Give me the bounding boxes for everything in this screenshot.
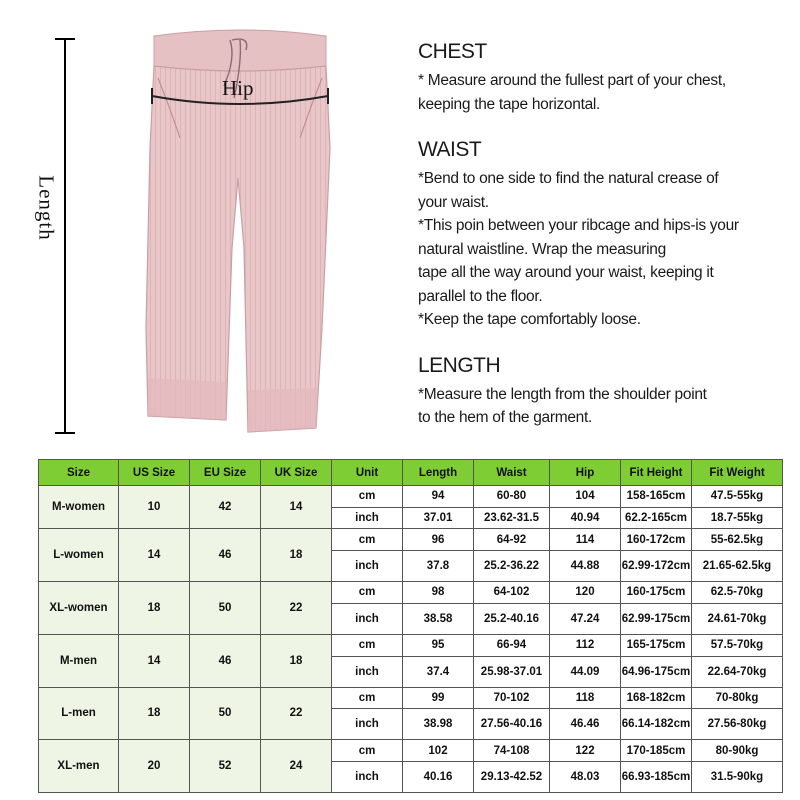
length-cell: 38.98 [403,709,474,740]
fit-weight-cell: 22.64-70kg [692,656,783,687]
us-size-cell: 14 [119,634,190,687]
size-cell: M-men [39,634,119,687]
waist-cell: 70-102 [474,687,550,709]
section-title: WAIST [418,138,482,161]
waist-cell: 64-92 [474,529,550,551]
column-header: Hip [550,460,621,486]
fit-weight-cell: 21.65-62.5kg [692,551,783,582]
length-cell: 99 [403,687,474,709]
unit-cell: inch [332,656,403,687]
uk-size-cell: 18 [261,634,332,687]
fit-weight-cell: 31.5-90kg [692,761,783,792]
hip-cell: 48.03 [550,761,621,792]
waist-section [418,138,790,332]
hip-cell: 44.88 [550,551,621,582]
hip-cell: 47.24 [550,603,621,634]
waist-cell: 74-108 [474,740,550,762]
instruction-line: keeping the tape horizontal. [418,95,601,113]
fit-weight-cell: 62.5-70kg [692,582,783,604]
fit-height-cell: 160-175cm [621,582,692,604]
length-section [418,354,790,430]
column-header: UK Size [261,460,332,486]
size-cell: XL-women [39,582,119,635]
uk-size-cell: 22 [261,582,332,635]
hip-cell: 118 [550,687,621,709]
fit-weight-cell: 18.7-55kg [692,507,783,529]
instruction-line: *Keep the tape comfortably loose. [418,311,641,328]
column-header: Waist [474,460,550,486]
fit-weight-cell: 57.5-70kg [692,634,783,656]
hip-label: Hip [222,76,254,100]
length-label: Length [34,175,59,241]
unit-cell: inch [332,603,403,634]
fit-weight-cell: 24.61-70kg [692,603,783,634]
us-size-cell: 18 [119,582,190,635]
length-cell: 37.01 [403,507,474,529]
uk-size-cell: 22 [261,687,332,740]
hip-cell: 122 [550,740,621,762]
us-size-cell: 14 [119,529,190,582]
instruction-line: your waist. [418,193,489,211]
eu-size-cell: 52 [190,740,261,793]
size-cell: L-men [39,687,119,740]
eu-size-cell: 46 [190,529,261,582]
uk-size-cell: 14 [261,486,332,529]
column-header: Length [403,460,474,486]
waist-cell: 29.13-42.52 [474,761,550,792]
waist-cell: 60-80 [474,486,550,508]
length-cell: 38.58 [403,603,474,634]
unit-cell: cm [332,486,403,508]
hip-cell: 44.09 [550,656,621,687]
length-cell: 94 [403,486,474,508]
unit-cell: inch [332,709,403,740]
eu-size-cell: 50 [190,582,261,635]
waist-cell: 23.62-31.5 [474,507,550,529]
table-row [39,529,783,551]
instruction-line: *Measure the length from the shoulder point [418,385,707,403]
table-row [39,740,783,762]
waist-cell: 27.56-40.16 [474,709,550,740]
hip-cell: 114 [550,529,621,551]
instruction-line: to the hem of the garment. [418,409,592,426]
waist-cell: 25.2-40.16 [474,603,550,634]
unit-cell: inch [332,551,403,582]
length-cell: 37.8 [403,551,474,582]
fit-height-cell: 160-172cm [621,529,692,551]
column-header: Unit [332,460,403,486]
length-cell: 40.16 [403,761,474,792]
size-cell: M-women [39,486,119,529]
length-cell: 102 [403,740,474,762]
fit-height-cell: 66.93-185cm [621,761,692,792]
fit-weight-cell: 47.5-55kg [692,486,783,508]
length-cell: 96 [403,529,474,551]
table-header-row [39,460,783,486]
eu-size-cell: 50 [190,687,261,740]
hip-cell: 40.94 [550,507,621,529]
fit-weight-cell: 80-90kg [692,740,783,762]
column-header: Size [39,460,119,486]
unit-cell: inch [332,507,403,529]
section-title: CHEST [418,40,487,63]
fit-height-cell: 158-165cm [621,486,692,508]
unit-cell: cm [332,634,403,656]
fit-weight-cell: 27.56-80kg [692,709,783,740]
unit-cell: cm [332,529,403,551]
fit-height-cell: 165-175cm [621,634,692,656]
unit-cell: cm [332,582,403,604]
eu-size-cell: 42 [190,486,261,529]
table-row [39,634,783,656]
fit-height-cell: 66.14-182cm [621,709,692,740]
fit-height-cell: 170-185cm [621,740,692,762]
us-size-cell: 10 [119,486,190,529]
fit-height-cell: 64.96-175cm [621,656,692,687]
column-header: US Size [119,460,190,486]
fit-height-cell: 62.99-172cm [621,551,692,582]
hip-cell: 104 [550,486,621,508]
column-header: Fit Weight [692,460,783,486]
fit-weight-cell: 55-62.5kg [692,529,783,551]
uk-size-cell: 18 [261,529,332,582]
hip-cell: 46.46 [550,709,621,740]
measurement-instructions [418,40,790,452]
fit-height-cell: 168-182cm [621,687,692,709]
unit-cell: cm [332,687,403,709]
waist-cell: 25.2-36.22 [474,551,550,582]
instruction-line: * Measure around the fullest part of your chest, [418,72,726,89]
length-cell: 95 [403,634,474,656]
eu-size-cell: 46 [190,634,261,687]
size-cell: XL-men [39,740,119,793]
us-size-cell: 18 [119,687,190,740]
instruction-line: tape all the way around your waist, keeping it [418,264,714,281]
chest-section [418,40,790,116]
size-chart-table [38,459,783,793]
waist-cell: 64-102 [474,582,550,604]
section-title: LENGTH [418,353,501,377]
fit-height-cell: 62.2-165cm [621,507,692,529]
instruction-line: *This poin between your ribcage and hips-is your [418,217,739,234]
hip-cell: 120 [550,582,621,604]
length-cell: 98 [403,582,474,604]
fit-height-cell: 62.99-175cm [621,603,692,634]
table-row [39,687,783,709]
unit-cell: inch [332,761,403,792]
table-row [39,486,783,508]
instruction-line: *Bend to one side to find the natural crease of [418,170,719,187]
waist-cell: 66-94 [474,634,550,656]
instruction-line: parallel to the floor. [418,287,543,305]
column-header: EU Size [190,460,261,486]
fit-weight-cell: 70-80kg [692,687,783,709]
length-cell: 37.4 [403,656,474,687]
table-row [39,582,783,604]
instruction-line: natural waistline. Wrap the measuring [418,240,666,258]
unit-cell: cm [332,740,403,762]
hip-cell: 112 [550,634,621,656]
us-size-cell: 20 [119,740,190,793]
uk-size-cell: 24 [261,740,332,793]
column-header: Fit Height [621,460,692,486]
waist-cell: 25.98-37.01 [474,656,550,687]
size-cell: L-women [39,529,119,582]
